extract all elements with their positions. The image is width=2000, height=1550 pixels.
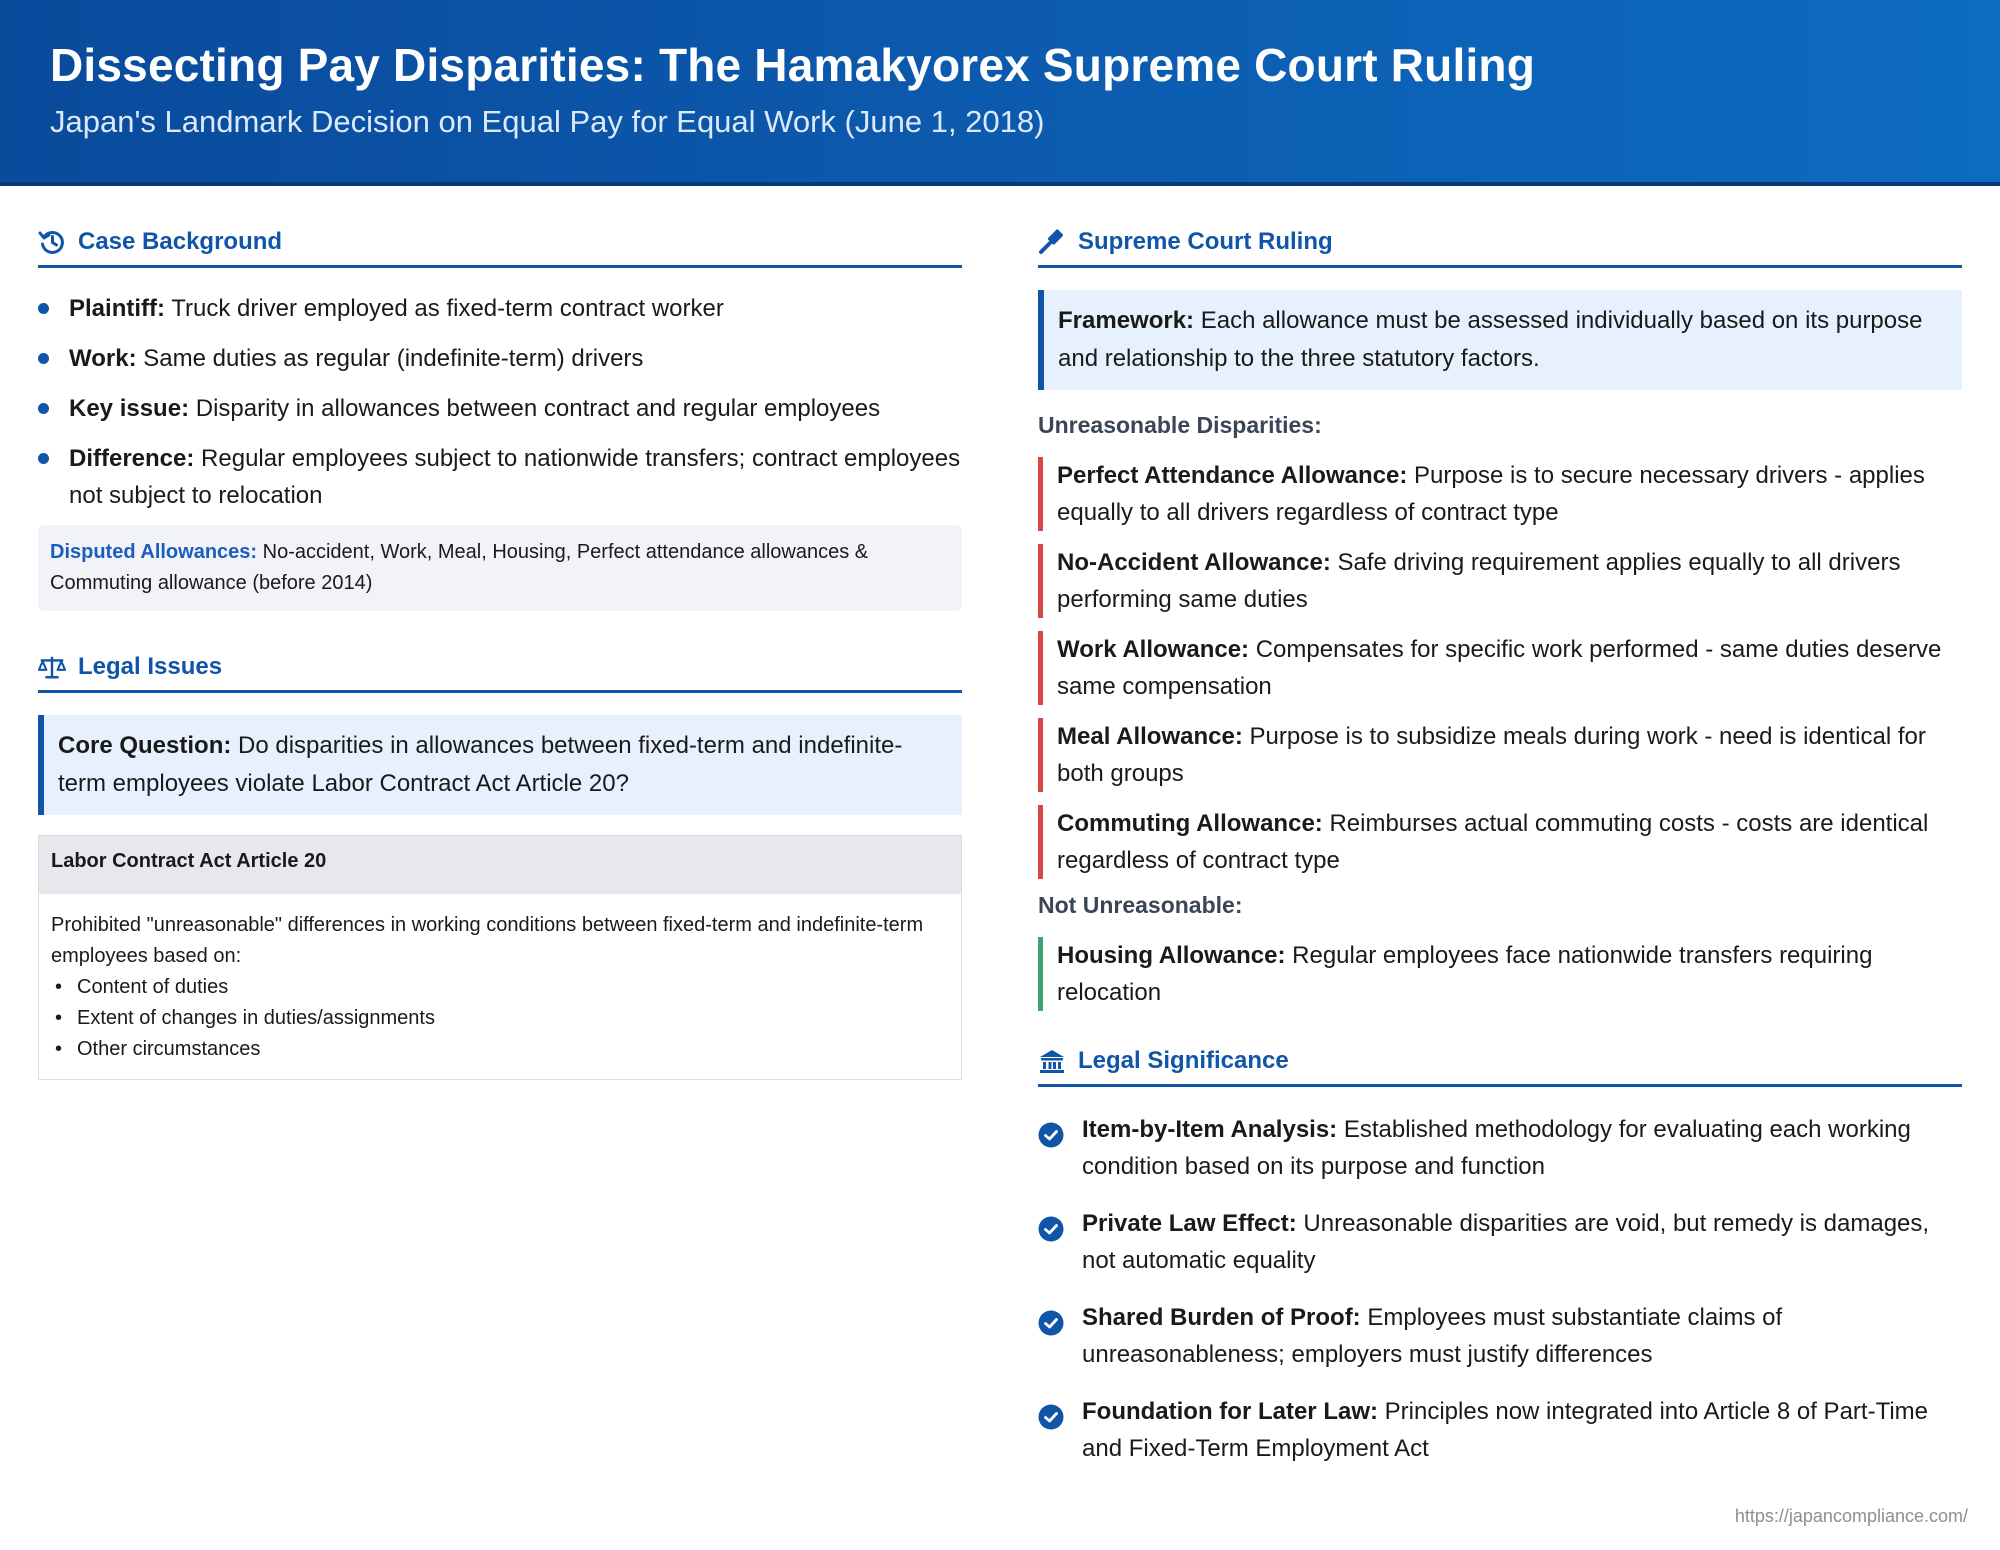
item-text: Compensates for specific work performed - same duties deserve same compensation: [1057, 636, 1942, 700]
case-background-header: [38, 218, 962, 268]
list-item: [38, 340, 962, 377]
article-intro: Prohibited "unreasonable" differences in working conditions between fixed-term and indefinite-term employees based on:: [51, 914, 924, 967]
footer-url: https://japancompliance.com/: [1734, 1506, 1968, 1526]
significance-list: [1038, 1111, 1962, 1467]
item-label: Work Allowance:: [1057, 636, 1250, 663]
item-label: Work:: [69, 345, 137, 372]
item-text: Same duties as regular (indefinite-term) drivers: [136, 345, 644, 372]
item-text: Regular employees face nationwide transfers requiring relocation: [1057, 942, 1873, 1006]
list-item: [1038, 1393, 1962, 1467]
header-banner: [0, 0, 2000, 186]
ruling-header: [1038, 218, 1962, 268]
history-icon: [38, 228, 66, 256]
framework-text: Each allowance must be assessed individually based on its purpose and relationship to the three statutory factors.: [1058, 307, 1923, 372]
item-text: Regular employees subject to nationwide transfers; contract employees not subject to relocation: [69, 445, 961, 509]
gavel-icon: [1038, 228, 1066, 256]
section-title: Legal Significance: [1078, 1046, 1289, 1074]
institution-icon: [1038, 1047, 1066, 1075]
item-label: Housing Allowance:: [1057, 942, 1286, 969]
item-label: Difference:: [69, 445, 195, 472]
unreasonable-item: [1038, 718, 1962, 792]
framework-label: Framework:: [1058, 307, 1195, 334]
article-title: Labor Contract Act Article 20: [39, 836, 961, 894]
check-circle-icon: [1038, 1216, 1064, 1242]
core-label: Core Question:: [58, 732, 232, 759]
list-item: • Content of duties: [51, 972, 949, 1003]
left-column: [38, 218, 962, 1080]
core-question-callout: [38, 715, 962, 815]
list-item: [1038, 1299, 1962, 1373]
item-label: Foundation for Later Law:: [1082, 1398, 1378, 1425]
item-text: Principles now integrated into Article 8 of Part-Time and Fixed-Term Employment Act: [1082, 1398, 1929, 1462]
section-title: Legal Issues: [78, 652, 223, 680]
item-text: Employees must substantiate claims of unreasonableness; employers must justify differences: [1082, 1304, 1783, 1368]
unreasonable-item: [1038, 805, 1962, 879]
page-subtitle: Japan's Landmark Decision on Equal Pay for Equal Work (June 1, 2018): [50, 104, 1045, 139]
item-text: Purpose is to subsidize meals during work - need is identical for both groups: [1057, 723, 1926, 787]
item-text: Disparity in allowances between contract and regular employees: [189, 395, 881, 422]
disputed-allowances-note: [38, 525, 962, 611]
significance-header: [1038, 1037, 1962, 1087]
note-label: Disputed Allowances:: [50, 541, 258, 563]
unreasonable-item: [1038, 631, 1962, 705]
list-item: [38, 390, 962, 427]
background-list: [38, 290, 962, 514]
core-text: Do disparities in allowances between fixed-term and indefinite-term employees violate Labor Contract Act Article 20?: [58, 732, 903, 797]
item-label: No-Accident Allowance:: [1057, 549, 1331, 576]
item-label: Plaintiff:: [69, 295, 165, 322]
unreasonable-item: [1038, 544, 1962, 618]
framework-callout: [1038, 290, 1962, 390]
right-column: [1038, 218, 1962, 1487]
unreasonable-heading: Unreasonable Disparities:: [1038, 412, 1322, 438]
item-text: Unreasonable disparities are void, but remedy is damages, not automatic equality: [1082, 1210, 1930, 1274]
item-text: Reimburses actual commuting costs - costs are identical regardless of contract type: [1057, 810, 1929, 874]
check-circle-icon: [1038, 1310, 1064, 1336]
scales-icon: [38, 653, 66, 681]
item-label: Meal Allowance:: [1057, 723, 1243, 750]
not-unreasonable-item: [1038, 937, 1962, 1011]
page-title: Dissecting Pay Disparities: The Hamakyorex Supreme Court Ruling: [50, 39, 1536, 91]
item-label: Key issue:: [69, 395, 190, 422]
item-text: Purpose is to secure necessary drivers - applies equally to all drivers regardless of contract type: [1057, 462, 1925, 526]
item-label: Perfect Attendance Allowance:: [1057, 462, 1408, 489]
list-item: • Extent of changes in duties/assignments: [51, 1003, 949, 1034]
item-text: Established methodology for evaluating each working condition based on its purpose and function: [1082, 1116, 1911, 1180]
article-20-card: [38, 835, 962, 1080]
section-title: Case Background: [78, 227, 283, 255]
legal-issues-header: [38, 643, 962, 693]
article-factor-list: [51, 972, 949, 1065]
list-item: [38, 440, 962, 514]
check-circle-icon: [1038, 1404, 1064, 1430]
unreasonable-item: [1038, 457, 1962, 531]
list-item: [1038, 1205, 1962, 1279]
item-label: Private Law Effect:: [1082, 1210, 1297, 1237]
item-text: Safe driving requirement applies equally to all drivers performing same duties: [1057, 549, 1901, 613]
item-label: Shared Burden of Proof:: [1082, 1304, 1361, 1331]
note-text: No-accident, Work, Meal, Housing, Perfect attendance allowances & Commuting allowance (before 2014): [50, 541, 869, 594]
item-label: Item-by-Item Analysis:: [1082, 1116, 1338, 1143]
list-item: • Other circumstances: [51, 1034, 949, 1065]
list-item: [38, 290, 962, 327]
item-text: Truck driver employed as fixed-term contract worker: [165, 295, 724, 322]
item-label: Commuting Allowance:: [1057, 810, 1323, 837]
list-item: [1038, 1111, 1962, 1185]
article-body: [39, 894, 961, 1079]
section-title: Supreme Court Ruling: [1078, 227, 1333, 255]
not-unreasonable-heading: Not Unreasonable:: [1038, 892, 1243, 918]
check-circle-icon: [1038, 1122, 1064, 1148]
